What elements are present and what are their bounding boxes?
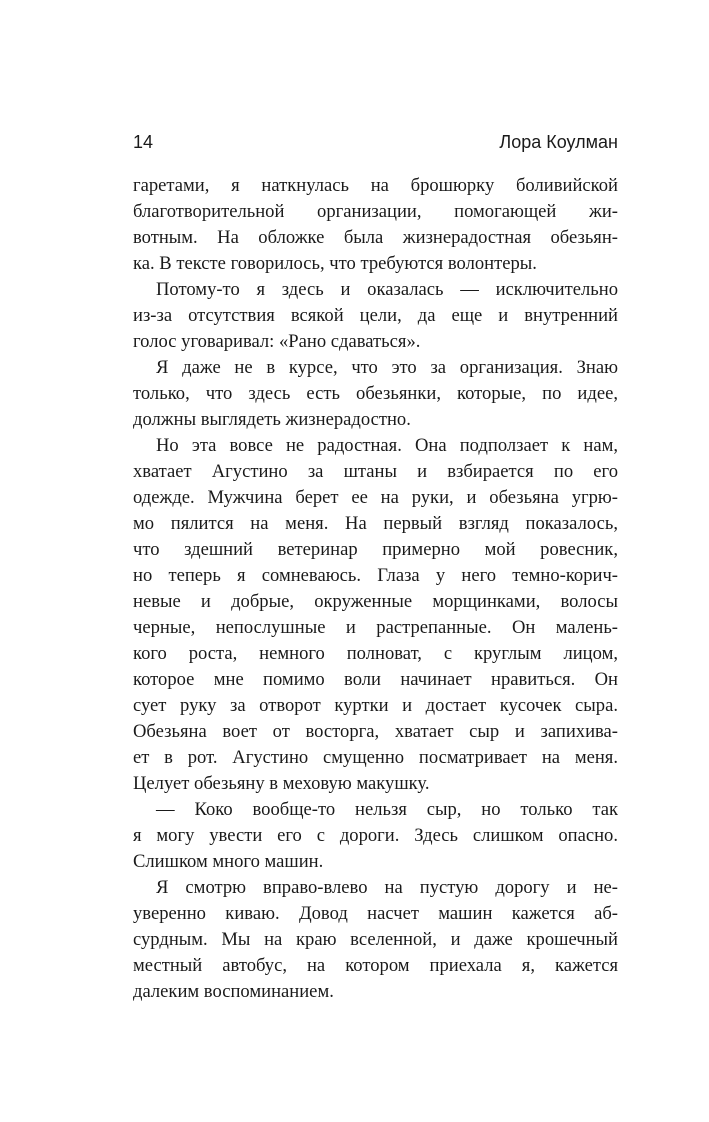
text-line: далеким воспоминанием.: [133, 981, 334, 1002]
paragraph-first-line: Я даже не в курсе, что это за организация. Знаю: [156, 357, 618, 378]
body-text: [133, 173, 618, 1005]
page-number: 14: [133, 132, 154, 152]
text-line: Целует обезьяну в меховую макушку.: [133, 773, 430, 794]
text-line: хватает Агустино за штаны и взбирается по его: [133, 461, 618, 482]
paragraph-first-line: Потому-то я здесь и оказалась — исключительно: [156, 279, 618, 300]
text-line: сурдным. Мы на краю вселенной, и даже крошечный: [133, 929, 618, 950]
text-line: голос уговаривал: «Рано сдаваться».: [133, 331, 421, 352]
text-line: я могу увести его с дороги. Здесь слишком опасно.: [133, 825, 618, 846]
text-line: сует руку за отворот куртки и достает кусочек сыра.: [133, 695, 618, 716]
text-line: гаретами, я наткнулась на брошюрку боливийской: [133, 175, 618, 196]
text-line: Слишком много машин.: [133, 851, 324, 872]
paragraph-first-line: Я смотрю вправо-влево на пустую дорогу и не-: [156, 877, 618, 898]
text-line: мо пялится на меня. На первый взгляд показалось,: [133, 513, 618, 534]
text-line: местный автобус, на котором приехала я, кажется: [133, 955, 618, 976]
text-line: кого роста, немного полноват, с круглым лицом,: [133, 643, 618, 664]
text-line: одежде. Мужчина берет ее на руки, и обезьяна угрю-: [133, 487, 618, 508]
author-name: Лора Коулман: [499, 132, 618, 152]
text-line: но теперь я сомневаюсь. Глаза у него темно-корич-: [133, 565, 618, 586]
text-line: только, что здесь есть обезьянки, которые, по идее,: [133, 383, 618, 404]
text-line: ет в рот. Агустино смущенно посматривает на меня.: [133, 747, 618, 768]
text-line: из-за отсутствия всякой цели, да еще и внутренний: [133, 305, 618, 326]
text-line: благотворительной организации, помогающей жи-: [133, 201, 618, 222]
text-line: вотным. На обложке была жизнерадостная обезьян-: [133, 227, 618, 248]
text-line: которое мне помимо воли начинает нравиться. Он: [133, 669, 618, 690]
paragraph-first-line: — Коко вообще-то нельзя сыр, но только так: [156, 799, 618, 820]
text-line: невые и добрые, окруженные морщинками, волосы: [133, 591, 618, 612]
text-line: должны выглядеть жизнерадостно.: [133, 409, 411, 430]
running-head: [133, 129, 618, 155]
text-line: что здешний ветеринар примерно мой ровесник,: [133, 539, 618, 560]
text-line: черные, непослушные и растрепанные. Он малень-: [133, 617, 618, 638]
text-line: уверенно киваю. Довод насчет машин кажется аб-: [133, 903, 618, 924]
paragraph-first-line: Но эта вовсе не радостная. Она подползает к нам,: [156, 435, 618, 456]
text-line: ка. В тексте говорилось, что требуются волонтеры.: [133, 253, 537, 274]
text-line: Обезьяна воет от восторга, хватает сыр и запихива-: [133, 721, 618, 742]
